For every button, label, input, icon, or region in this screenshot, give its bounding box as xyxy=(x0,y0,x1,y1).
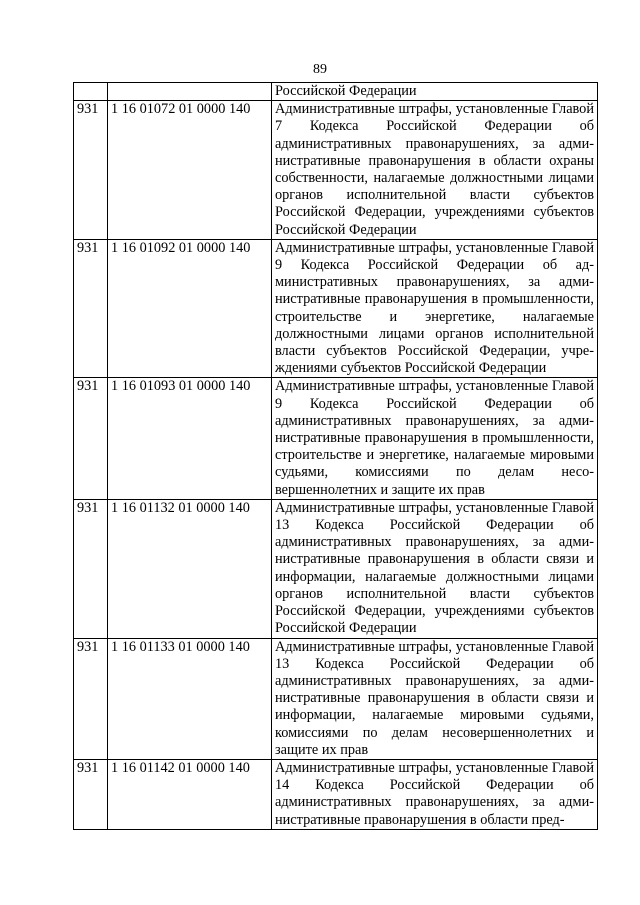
page-number: 89 xyxy=(313,62,327,77)
budget-code-cell: 1 16 01072 01 0000 140 xyxy=(108,101,272,240)
admin-code-cell: 931 xyxy=(74,499,108,638)
admin-code-cell: 931 xyxy=(74,638,108,759)
budget-code-cell: 1 16 01093 01 0000 140 xyxy=(108,378,272,499)
admin-code-cell: 931 xyxy=(74,239,108,378)
admin-code-cell: 931 xyxy=(74,378,108,499)
admin-code-cell: 931 xyxy=(74,101,108,240)
budget-code-cell: 1 16 01132 01 0000 140 xyxy=(108,499,272,638)
description-cell: Административные штрафы, установленные Главой 7 Кодекса Российской Федерации об административных правонарушениях, за административные правонарушения в области охраны собственности, налагаемые должностными лицами органов исполнительной власти субъектов Российской Федерации, учреждениями субъектов Российской Федерации xyxy=(272,101,598,240)
description-cell: Административные штрафы, установленные Главой 13 Кодекса Российской Федерации об административных правонарушениях, за административные правонарушения в области связи и информации, налагаемые должностными лицами органов исполнительной власти субъектов Российской Федерации, учреждениями субъектов Российской Федерации xyxy=(272,499,598,638)
budget-code-cell: 1 16 01133 01 0000 140 xyxy=(108,638,272,759)
description-cell: Административные штрафы, установленные Главой 9 Кодекса Российской Федерации об административных правонарушениях, за административные правонарушения в промышленности, строительстве и энергетике, налагаемые должностными лицами органов исполнительной власти субъектов Российской Федерации, учреждениями субъектов Российской Федерации xyxy=(272,239,598,378)
table-row xyxy=(74,239,598,378)
table-row-continuation xyxy=(74,83,598,101)
table-row xyxy=(74,638,598,759)
table-row xyxy=(74,759,598,829)
budget-code-cell: 1 16 01142 01 0000 140 xyxy=(108,759,272,829)
table-row xyxy=(74,101,598,240)
budget-code-cell xyxy=(108,83,272,101)
description-cell: Административные штрафы, установленные Главой 9 Кодекса Российской Федерации об административных правонарушениях, за административные правонарушения в промышленности, строительстве и энергетике, налагаемые мировыми судьями, комиссиями по делам несовершеннолетних и защите их прав xyxy=(272,378,598,499)
description-cell: Административные штрафы, установленные Главой 14 Кодекса Российской Федерации об административных правонарушениях, за административные правонарушения в области пред- xyxy=(272,759,598,829)
admin-code-cell: 931 xyxy=(74,759,108,829)
table-row xyxy=(74,378,598,499)
admin-code-cell xyxy=(74,83,108,101)
page-bottom-margin xyxy=(0,842,640,905)
revenue-codes-table xyxy=(73,82,598,830)
budget-code-cell: 1 16 01092 01 0000 140 xyxy=(108,239,272,378)
description-cell: Российской Федерации xyxy=(272,83,598,101)
table-row xyxy=(74,499,598,638)
description-cell: Административные штрафы, установленные Главой 13 Кодекса Российской Федерации об административных правонарушениях, за административные правонарушения в области связи и информации, налагаемые мировыми судьями, комиссиями по делам несовершеннолетних и защите их прав xyxy=(272,638,598,759)
